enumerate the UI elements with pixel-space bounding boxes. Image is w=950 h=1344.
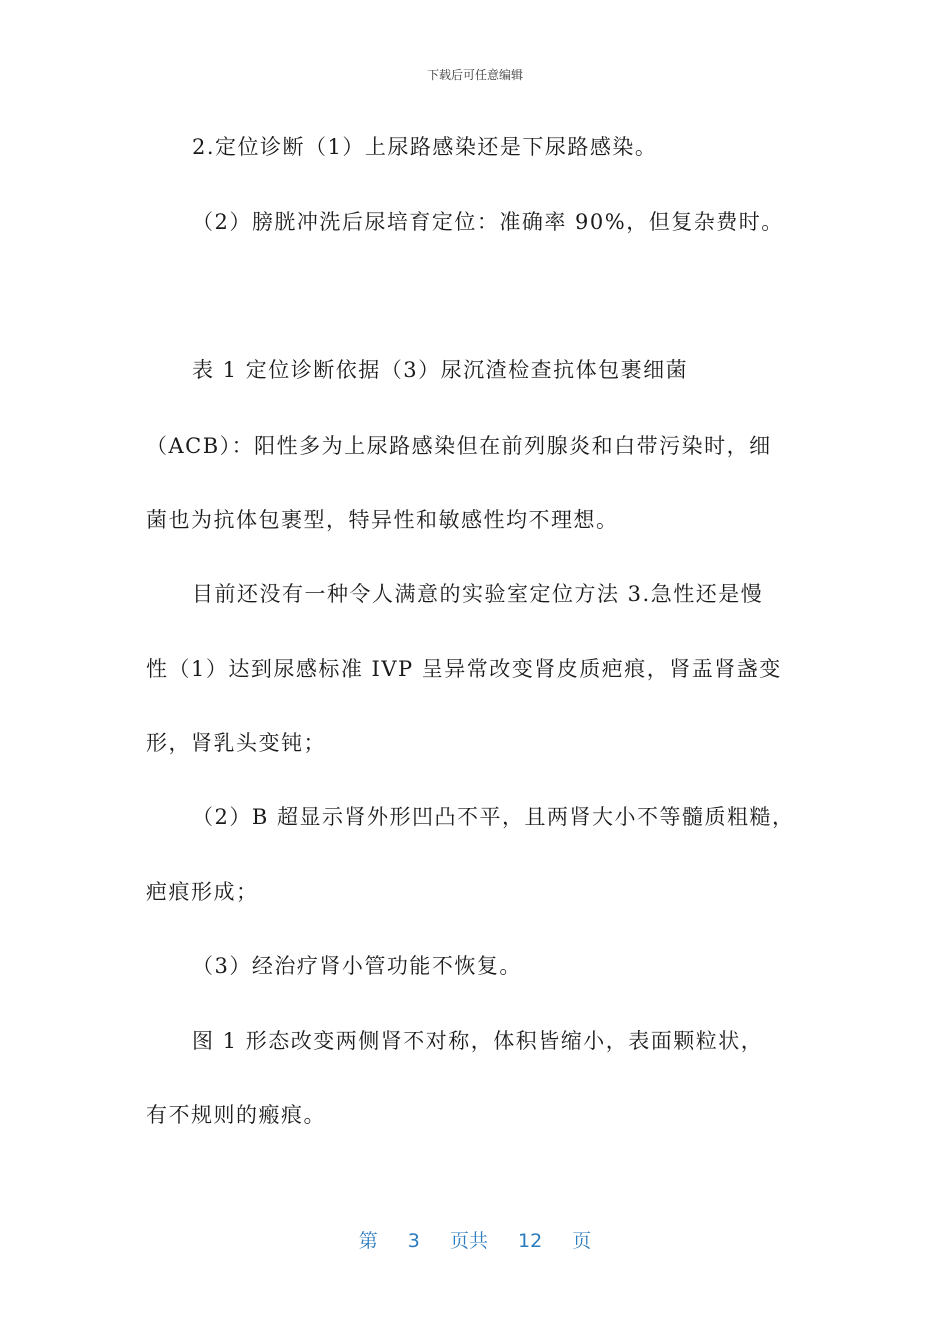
paragraph-line: 表 1 定位诊断依据（3）尿沉渣检查抗体包裹细菌 <box>192 358 689 382</box>
paragraph-line: 形，肾乳头变钝； <box>146 731 326 755</box>
page-total-number: 12 <box>518 1230 543 1252</box>
page-mid-label: 页共 <box>449 1230 488 1252</box>
paragraph-line: （ACB）：阳性多为上尿路感染但在前列腺炎和白带污染时，细 <box>146 434 772 458</box>
paragraph-line: 疤痕形成； <box>146 880 259 904</box>
paragraph-line: （2）B 超显示肾外形凹凸不平，且两肾大小不等髓质粗糙， <box>192 805 795 829</box>
paragraph-line: 目前还没有一种令人满意的实验室定位方法 3.急性还是慢 <box>192 582 764 606</box>
page-header-note: 下载后可任意编辑 <box>426 68 523 82</box>
page-number-footer <box>0 1226 950 1253</box>
page-current-number: 3 <box>407 1230 420 1252</box>
paragraph-line: （3）经治疗肾小管功能不恢复。 <box>192 954 522 978</box>
paragraph-line: 菌也为抗体包裹型，特异性和敏感性均不理想。 <box>146 508 619 532</box>
page-prefix: 第 <box>358 1230 378 1252</box>
paragraph-line: 图 1 形态改变两侧肾不对称，体积皆缩小，表面颗粒状， <box>192 1029 764 1053</box>
paragraph-line: 有不规则的瘢痕。 <box>146 1103 326 1127</box>
paragraph-line: （2）膀胱冲洗后尿培育定位：准确率 90%，但复杂费时。 <box>192 210 784 234</box>
page-suffix: 页 <box>572 1230 592 1252</box>
paragraph-line: 2.定位诊断（1）上尿路感染还是下尿路感染。 <box>192 135 658 159</box>
paragraph-line: 性（1）达到尿感标准 IVP 呈异常改变肾皮质疤痕，肾盂肾盏变 <box>146 657 782 681</box>
